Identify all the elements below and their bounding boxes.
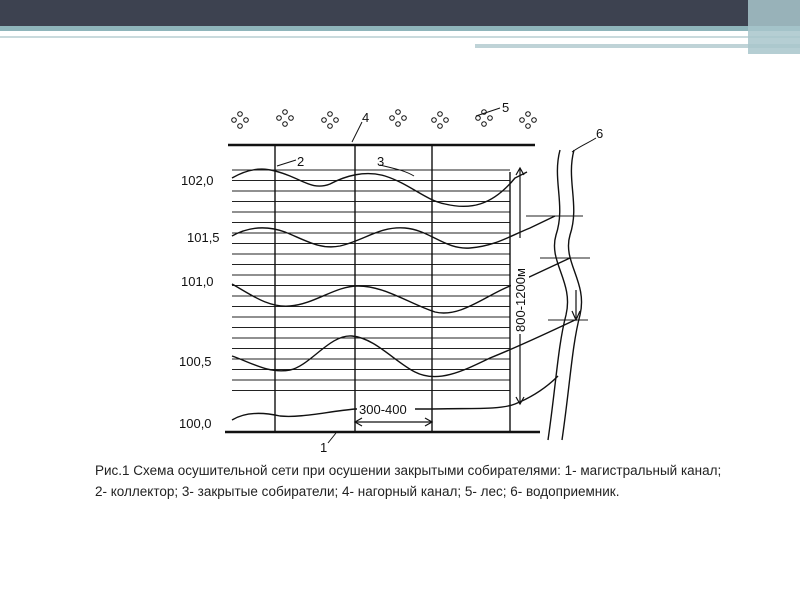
elevation-label-101-5: 101,5 xyxy=(187,230,220,245)
callout-2: 2 xyxy=(297,154,305,169)
callout-leader-6 xyxy=(572,138,596,152)
callout-leader-1 xyxy=(328,433,336,443)
width-dimension-label: 300-400 xyxy=(359,402,407,417)
receiver-bank-left xyxy=(548,150,568,440)
closed-collector-drains xyxy=(232,170,590,391)
forest-symbol xyxy=(322,112,339,129)
callout-4: 4 xyxy=(362,110,370,125)
forest-symbol xyxy=(232,112,249,129)
elevation-label-102-0: 102,0 xyxy=(181,173,214,188)
callout-leader-5 xyxy=(476,108,500,116)
callout-leader-4 xyxy=(352,122,362,142)
elevation-label-100-0: 100,0 xyxy=(179,416,212,431)
receiver-bank-right xyxy=(562,150,582,440)
callout-leader-2 xyxy=(277,160,296,166)
forest-symbol xyxy=(520,112,537,129)
callout-5: 5 xyxy=(502,100,510,115)
contour-line-102-0 xyxy=(232,169,527,206)
callout-6: 6 xyxy=(596,126,604,141)
elevation-label-101-0: 101,0 xyxy=(181,274,214,289)
forest-symbol xyxy=(476,110,493,127)
length-dimension-label: 800-1200м xyxy=(513,268,528,332)
callout-1: 1 xyxy=(320,440,328,455)
forest-symbol xyxy=(390,110,407,127)
forest-symbol xyxy=(432,112,449,129)
figure-caption: Рис.1 Схема осушительной сети при осушении закрытыми собирателями: 1- магистральный канал; 2- коллектор; 3- закрытые собиратели; 4- нагорный канал; 5- лес; 6- водоприемник. xyxy=(95,463,722,499)
elevation-label-100-5: 100,5 xyxy=(179,354,212,369)
forest-symbols xyxy=(232,110,537,129)
callout-3: 3 xyxy=(377,154,385,169)
forest-symbol xyxy=(277,110,294,127)
